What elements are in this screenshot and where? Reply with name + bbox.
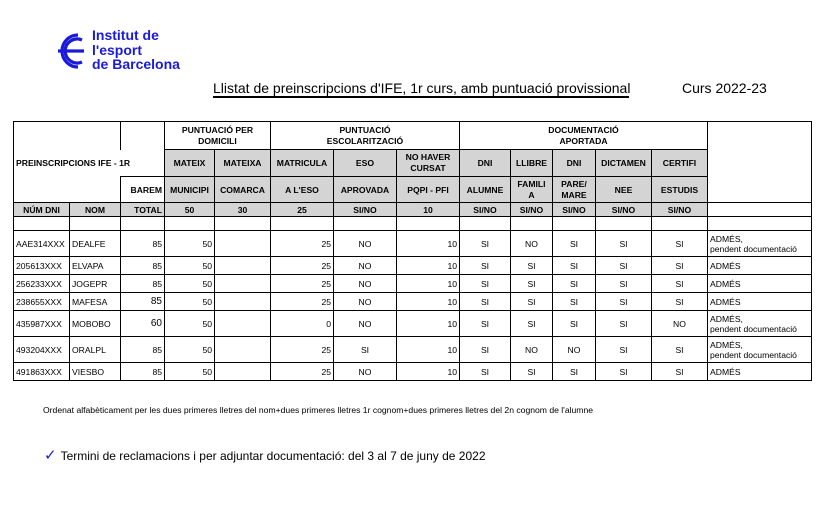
header-row-4 xyxy=(14,203,812,217)
estat-line1: ADMÉS xyxy=(710,260,741,271)
dni-alumne-cell: SI xyxy=(460,231,511,257)
municipi-cell: 50 xyxy=(165,363,215,381)
hdr-llibre xyxy=(511,150,553,177)
dictamen-cell: SI xyxy=(596,257,652,275)
table-row xyxy=(14,311,812,337)
eso-cell: NO xyxy=(334,293,397,311)
dni-cell: 238655XXX xyxy=(14,293,70,311)
hdr-llibre-sino: SI/NO xyxy=(511,203,553,217)
matricula-cell: 25 xyxy=(271,275,334,293)
matricula-cell: 0 xyxy=(271,311,334,337)
logo-line-2: l'esport xyxy=(92,41,143,58)
dictamen-cell: SI xyxy=(596,231,652,257)
estat-cell xyxy=(708,231,812,257)
certificat-cell: SI xyxy=(652,337,708,363)
estat-line1: ADMÉS xyxy=(710,296,741,307)
nom-cell: MOBOBO xyxy=(70,311,121,337)
estat-line1: ADMÉS, xyxy=(710,339,743,350)
llibre-cell: NO xyxy=(511,231,553,257)
group-header-row xyxy=(14,122,812,150)
blank-header xyxy=(14,177,121,203)
matricula-cell: 25 xyxy=(271,293,334,311)
hdr-nee: NEE xyxy=(596,177,652,203)
hdr-eso-sino: SI/NO xyxy=(334,203,397,217)
pqpi-cell: 10 xyxy=(397,311,460,337)
hdr-matricula-pts: 25 xyxy=(271,203,334,217)
eso-cell: NO xyxy=(334,363,397,381)
llibre-cell: SI xyxy=(511,293,553,311)
estat-line2: pendent documentació xyxy=(710,323,797,334)
hdr-pare-mare xyxy=(553,177,596,203)
pqpi-cell: 10 xyxy=(397,293,460,311)
hdr-no-haver-2: CURSAT xyxy=(410,163,446,173)
nom-cell: ORALPL xyxy=(70,337,121,363)
hdr-nom: NOM xyxy=(70,203,121,217)
dictamen-cell: SI xyxy=(596,311,652,337)
hdr-dnipm-sino: SI/NO xyxy=(553,203,596,217)
matricula-cell: 25 xyxy=(271,363,334,381)
hdr-a-leso: A L'ESO xyxy=(271,177,334,203)
comarca-cell xyxy=(215,363,271,381)
hdr-no-haver-1: NO HAVER xyxy=(405,152,451,162)
municipi-cell: 50 xyxy=(165,293,215,311)
barem-cell: 60 xyxy=(121,311,165,337)
barem-cell: 85 xyxy=(121,337,165,363)
barem-cell: 85 xyxy=(121,257,165,275)
hdr-pqpi-pts: 10 xyxy=(397,203,460,217)
hdr-alumne: ALUMNE xyxy=(460,177,511,203)
certificat-cell: SI xyxy=(652,231,708,257)
estat-line2: pendent documentació xyxy=(710,243,797,254)
dni-alumne-cell: SI xyxy=(460,257,511,275)
hdr-mateixa-comarca: MATEIXA xyxy=(215,150,271,177)
comarca-cell xyxy=(215,293,271,311)
hdr-dni-alumne: DNI xyxy=(460,150,511,177)
comarca-cell xyxy=(215,231,271,257)
dni-cell: 205613XXX xyxy=(14,257,70,275)
hdr-eso: ESO xyxy=(334,150,397,177)
comarca-cell xyxy=(215,311,271,337)
hdr-familia xyxy=(511,177,553,203)
sort-footnote: Ordenat alfabèticament per les dues primeres lletres del nom+dues primeres lletres 1r cognom+dues primeres lletres del 2n cognom de l'alumne xyxy=(43,405,594,415)
blank-header xyxy=(14,122,121,150)
nom-cell: MAFESA xyxy=(70,293,121,311)
estat-line1: ADMÉS, xyxy=(710,313,743,324)
dni-alumne-cell: SI xyxy=(460,275,511,293)
dni-pare-cell: SI xyxy=(553,363,596,381)
dni-cell: 435987XXX xyxy=(14,311,70,337)
header-row-2 xyxy=(14,150,812,177)
llibre-cell: SI xyxy=(511,275,553,293)
hdr-llibre-1: LLIBRE xyxy=(515,157,548,168)
hdr-familia-2: A xyxy=(528,189,535,200)
table-row xyxy=(14,293,812,311)
dictamen-cell: SI xyxy=(596,363,652,381)
hdr-municipi-pts: 50 xyxy=(165,203,215,217)
matricula-cell: 25 xyxy=(271,257,334,275)
estat-cell xyxy=(708,363,812,381)
header-row-3 xyxy=(14,177,812,203)
checkmark-icon: ✓ xyxy=(44,447,57,464)
matricula-cell: 25 xyxy=(271,337,334,363)
estat-cell xyxy=(708,337,812,363)
matricula-cell: 25 xyxy=(271,231,334,257)
preinscriptions-table xyxy=(13,121,812,381)
estat-cell xyxy=(708,257,812,275)
section-label: PREINSCRIPCIONS IFE - 1R xyxy=(14,150,165,177)
dni-alumne-cell: SI xyxy=(460,363,511,381)
hdr-comarca: COMARCA xyxy=(215,177,271,203)
hdr-no-haver xyxy=(397,150,460,177)
hdr-barem: BAREM xyxy=(121,177,165,203)
hdr-mateix-municipi: MATEIX xyxy=(165,150,215,177)
group-doc-line2: APORTADA xyxy=(559,135,608,146)
llibre-cell: SI xyxy=(511,257,553,275)
group-escolar-line1: PUNTUACIÓ xyxy=(339,124,391,135)
table-row xyxy=(14,275,812,293)
estat-line1: ADMÉS xyxy=(710,278,741,289)
logo-line-1: Institut de xyxy=(92,27,159,43)
comarca-cell xyxy=(215,257,271,275)
blank-header xyxy=(708,203,812,217)
hdr-total: TOTAL xyxy=(121,203,165,217)
estat-cell xyxy=(708,293,812,311)
certificat-cell: SI xyxy=(652,257,708,275)
page-title: Llistat de preinscripcions d'IFE, 1r curs, amb puntuació provissional xyxy=(213,80,631,96)
claims-deadline xyxy=(44,446,486,464)
eso-cell: NO xyxy=(334,231,397,257)
llibre-cell: NO xyxy=(511,337,553,363)
hdr-cert-sino: SI/NO xyxy=(652,203,708,217)
dni-pare-cell: SI xyxy=(553,293,596,311)
municipi-cell: 50 xyxy=(165,337,215,363)
logo-text xyxy=(92,28,180,72)
hdr-mare: MARE xyxy=(561,189,587,200)
barem-cell: 85 xyxy=(121,293,165,311)
estat-cell xyxy=(708,275,812,293)
group-doc-line1: DOCUMENTACIÓ xyxy=(548,124,619,135)
dictamen-cell: SI xyxy=(596,337,652,363)
hdr-dni-pare: DNI xyxy=(553,150,596,177)
dni-alumne-cell: SI xyxy=(460,311,511,337)
dni-cell: AAE314XXX xyxy=(14,231,70,257)
hdr-certifi: CERTIFI xyxy=(652,150,708,177)
pqpi-cell: 10 xyxy=(397,231,460,257)
dictamen-cell: SI xyxy=(596,293,652,311)
municipi-cell: 50 xyxy=(165,311,215,337)
group-escolar-line2: ESCOLARITZACIÓ xyxy=(326,135,404,146)
llibre-cell: SI xyxy=(511,363,553,381)
blank-header xyxy=(708,150,812,177)
certificat-cell: SI xyxy=(652,363,708,381)
dni-pare-cell: SI xyxy=(553,275,596,293)
pqpi-cell: 10 xyxy=(397,337,460,363)
dictamen-cell: SI xyxy=(596,275,652,293)
estat-line2: pendent documentació xyxy=(710,349,797,360)
estat-line1: ADMÉS, xyxy=(710,233,743,244)
eso-cell: NO xyxy=(334,257,397,275)
barem-cell: 85 xyxy=(121,275,165,293)
table-row xyxy=(14,231,812,257)
pqpi-cell: 10 xyxy=(397,275,460,293)
eso-cell: NO xyxy=(334,311,397,337)
dni-cell: 256233XXX xyxy=(14,275,70,293)
dni-alumne-cell: SI xyxy=(460,337,511,363)
municipi-cell: 50 xyxy=(165,257,215,275)
title-underline xyxy=(213,96,629,98)
comarca-cell xyxy=(215,275,271,293)
hdr-comarca-pts: 30 xyxy=(215,203,271,217)
hdr-estudis: ESTUDIS xyxy=(652,177,708,203)
hdr-dni-sino: SI/NO xyxy=(460,203,511,217)
logo-line-3: de Barcelona xyxy=(92,56,180,72)
group-documentacio xyxy=(460,122,708,150)
spacer-row xyxy=(14,217,812,231)
dni-pare-cell: SI xyxy=(553,311,596,337)
llibre-cell: SI xyxy=(511,311,553,337)
hdr-num-dni: NÚM DNI xyxy=(14,203,70,217)
course-year: Curs 2022-23 xyxy=(682,80,767,96)
hdr-dictamen: DICTAMEN xyxy=(596,150,652,177)
hdr-aprovada: APROVADA xyxy=(334,177,397,203)
hdr-matricula: MATRICULA xyxy=(271,150,334,177)
table-row xyxy=(14,337,812,363)
estat-cell xyxy=(708,311,812,337)
eso-cell: NO xyxy=(334,275,397,293)
certificat-cell: SI xyxy=(652,275,708,293)
municipi-cell: 50 xyxy=(165,231,215,257)
nom-cell: DEALFE xyxy=(70,231,121,257)
hdr-pqpi: PQPI - PFI xyxy=(397,177,460,203)
municipi-cell: 50 xyxy=(165,275,215,293)
hdr-municipi: MUNICIPI xyxy=(165,177,215,203)
comarca-cell xyxy=(215,337,271,363)
dni-pare-cell: SI xyxy=(553,231,596,257)
barem-cell: 85 xyxy=(121,363,165,381)
nom-cell: VIESBO xyxy=(70,363,121,381)
group-domicili xyxy=(165,122,271,150)
blank-header xyxy=(708,177,812,203)
group-domicili-line2: DOMICILI xyxy=(198,135,237,146)
estat-line1: ADMÉS xyxy=(710,366,741,377)
pqpi-cell: 10 xyxy=(397,363,460,381)
nom-cell: ELVAPA xyxy=(70,257,121,275)
dni-cell: 491863XXX xyxy=(14,363,70,381)
dni-pare-cell: NO xyxy=(553,337,596,363)
group-domicili-line1: PUNTUACIÓ PER xyxy=(181,124,254,135)
group-escolaritzacio xyxy=(271,122,460,150)
deadline-text: Termini de reclamacions i per adjuntar documentació: del 3 al 7 de juny de 2022 xyxy=(60,449,486,463)
dni-alumne-cell: SI xyxy=(460,293,511,311)
table-row xyxy=(14,257,812,275)
table-row xyxy=(14,363,812,381)
dni-pare-cell: SI xyxy=(553,257,596,275)
hdr-pare: PARE/ xyxy=(561,178,587,189)
nom-cell: JOGEPR xyxy=(70,275,121,293)
pqpi-cell: 10 xyxy=(397,257,460,275)
hdr-familia-1: FAMILI xyxy=(517,178,546,189)
hdr-dict-sino: SI/NO xyxy=(596,203,652,217)
barem-cell: 85 xyxy=(121,231,165,257)
certificat-cell: NO xyxy=(652,311,708,337)
eso-cell: SI xyxy=(334,337,397,363)
certificat-cell: SI xyxy=(652,293,708,311)
blank-header xyxy=(121,122,165,150)
blank-header xyxy=(708,122,812,150)
dni-cell: 493204XXX xyxy=(14,337,70,363)
